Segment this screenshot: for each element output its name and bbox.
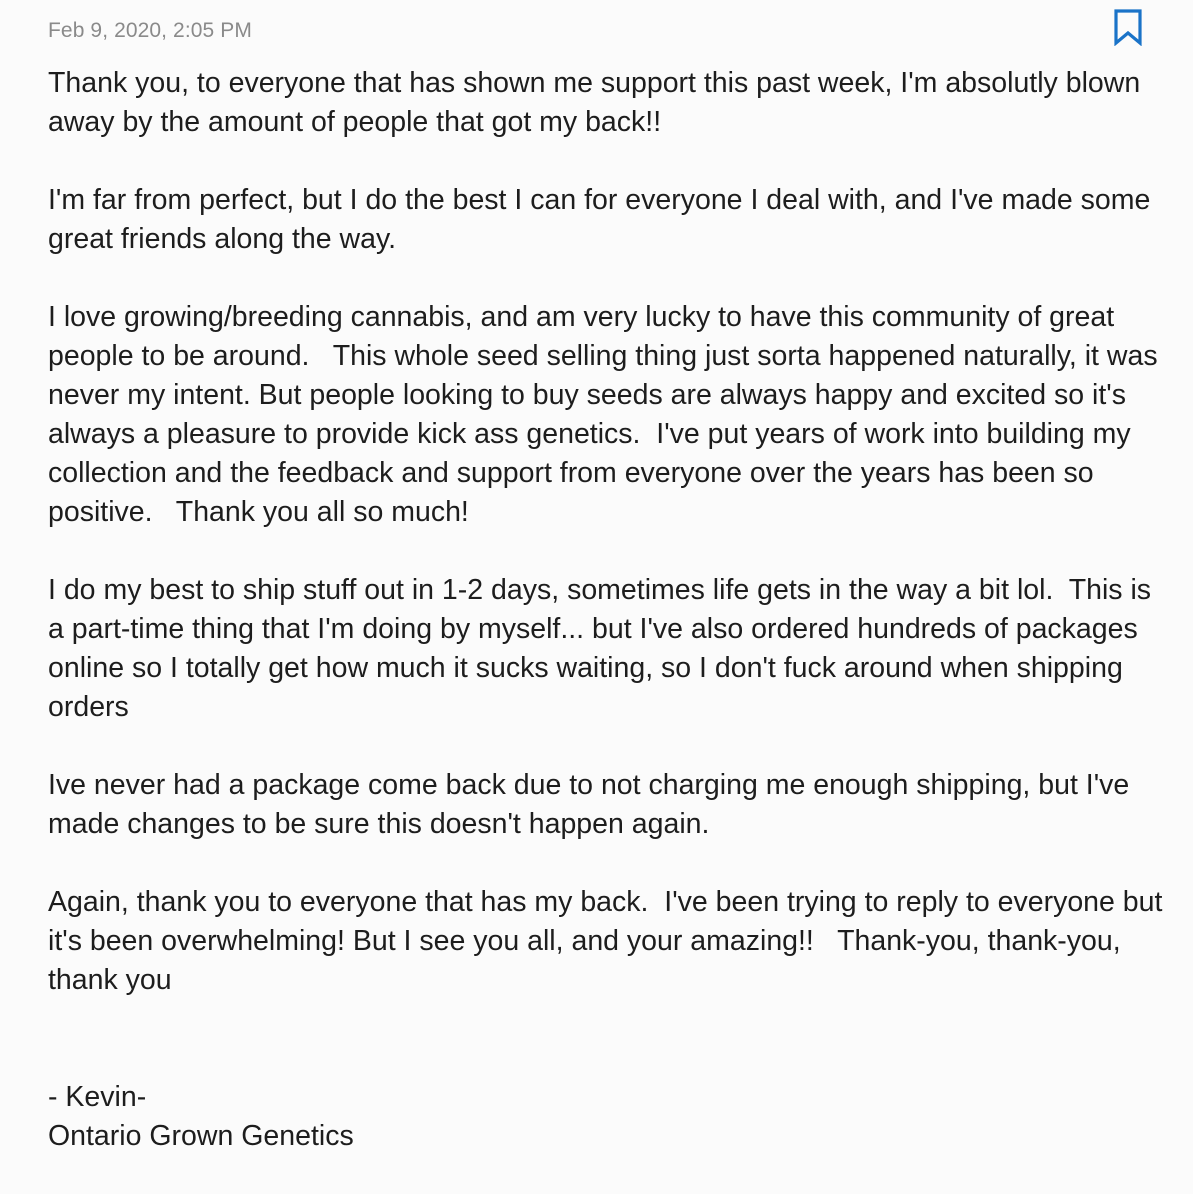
signature (48, 1078, 354, 1156)
signature-name: - Kevin- (48, 1081, 147, 1113)
bookmark-icon (1111, 8, 1145, 46)
note-paragraph: I'm far from perfect, but I do the best I can for everyone I deal with, and I've made some great friends along the way. (48, 184, 1159, 255)
note-body[interactable] (48, 64, 1171, 1039)
note-paragraph: Ive never had a package come back due to not charging me enough shipping, but I've made changes to be sure this doesn't happen again. (48, 769, 1138, 840)
note-paragraph: Again, thank you to everyone that has my back. I've been trying to reply to everyone but it's been overwhelming! But I see you all, and your amazing!! Thank-you, thank-you, thank you (48, 886, 1171, 996)
bookmark-button[interactable] (1111, 8, 1145, 46)
note-paragraph: Thank you, to everyone that has shown me support this past week, I'm absolutly blown away by the amount of people that got my back!! (48, 67, 1149, 138)
note-timestamp: Feb 9, 2020, 2:05 PM (48, 19, 252, 42)
note-paragraph: I love growing/breeding cannabis, and am very lucky to have this community of great people to be around. This whole seed selling thing just sorta happened naturally, it was never my intent. But people looking to buy seeds are always happy and excited so it's always a pleasure to provide kick ass genetics. I've put years of work into building my collection and the feedback and support from everyone over the years has been so positive. Thank you all so much! (48, 301, 1166, 528)
note-paragraph: I do my best to ship stuff out in 1-2 days, sometimes life gets in the way a bit lol. This is a part-time thing that I'm doing by myself... but I've also ordered hundreds of packages online so I totally get how much it sucks waiting, so I don't fuck around when shipping orders (48, 574, 1159, 723)
signature-company: Ontario Grown Genetics (48, 1120, 354, 1152)
